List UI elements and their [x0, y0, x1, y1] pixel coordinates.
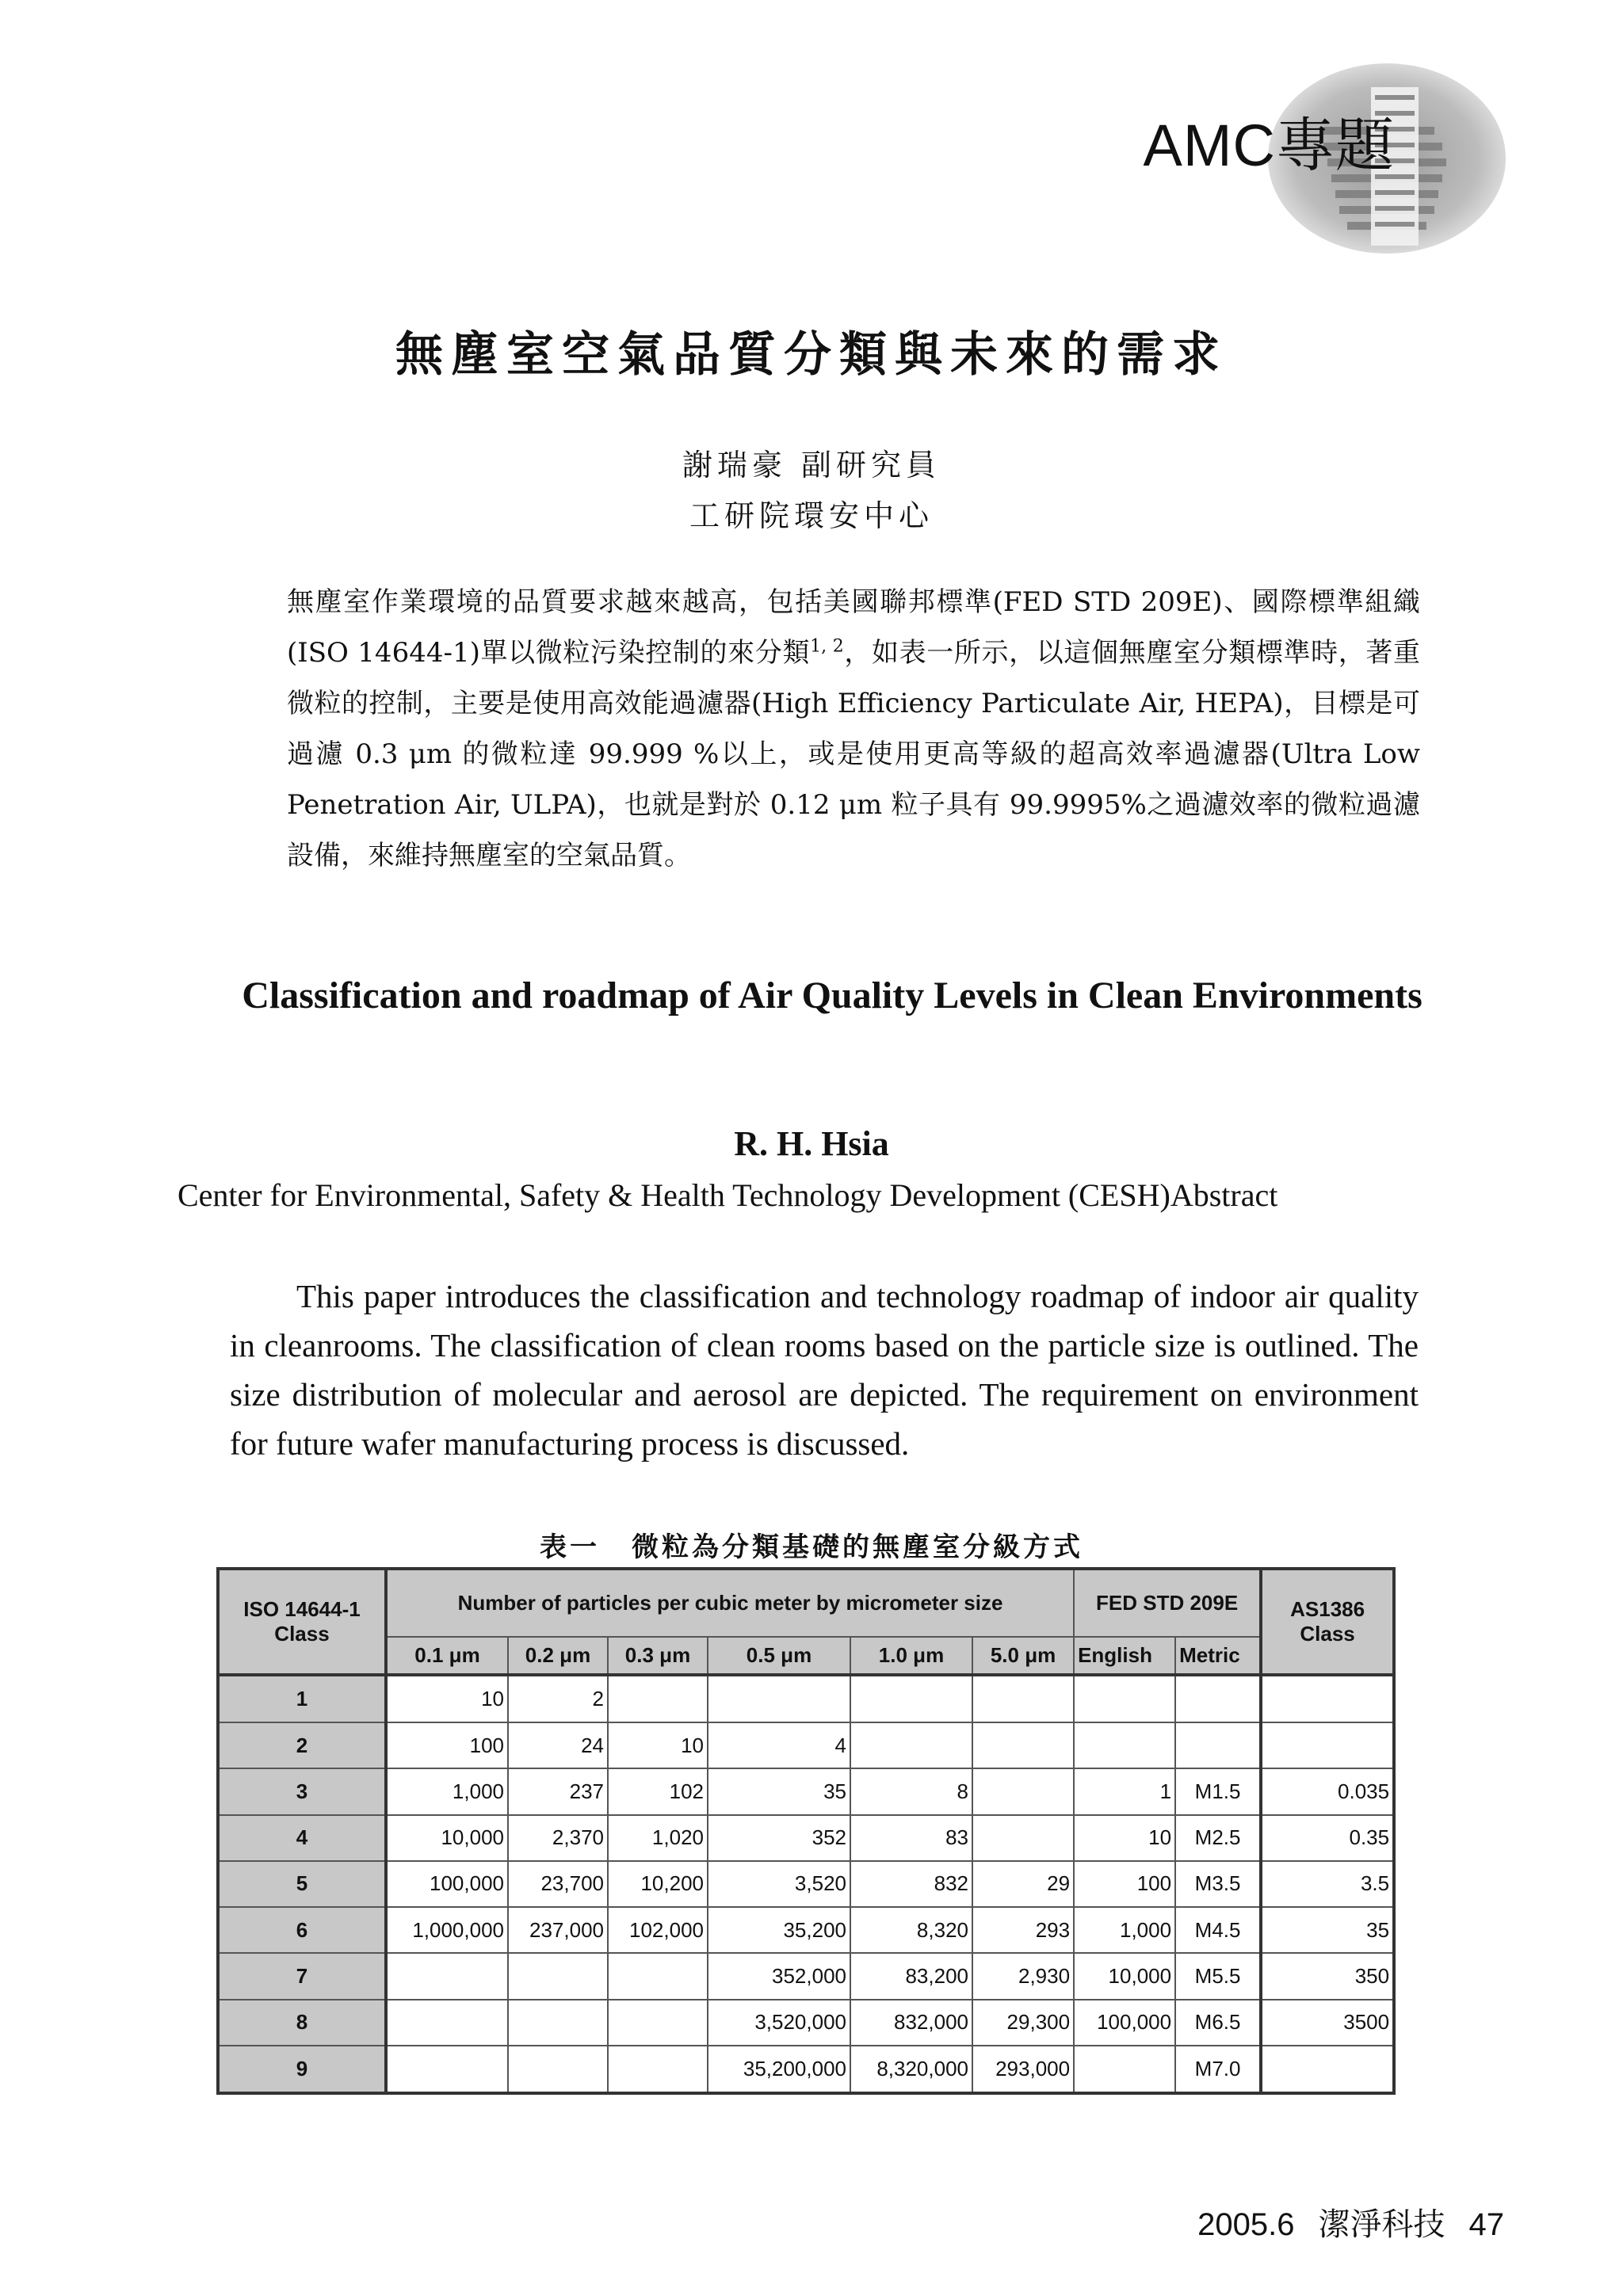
- table-row: [218, 1768, 1394, 1814]
- table-cell-p03: [608, 2046, 708, 2093]
- table-cell-as: [1261, 2046, 1394, 2093]
- table-cell-p05: 35: [708, 1768, 850, 1814]
- table-cell-cls: 4: [218, 1815, 386, 1861]
- table-cell-met: M5.5: [1175, 1953, 1261, 1999]
- table-cell-cls: 5: [218, 1861, 386, 1907]
- header-size-01: 0.1 μm: [386, 1637, 508, 1675]
- table-caption-text: 微粒為分類基礎的無塵室分級方式: [632, 1531, 1083, 1563]
- table-cell-p03: 10,200: [608, 1861, 708, 1907]
- author-en: R. H. Hsia: [734, 1124, 889, 1163]
- table-cell-p01: 10: [386, 1675, 508, 1722]
- table-cell-p50: [972, 1675, 1074, 1722]
- header-fed-std: FED STD 209E: [1074, 1569, 1261, 1637]
- table-cell-p01: 100,000: [386, 1861, 508, 1907]
- table-cell-cls: 7: [218, 1953, 386, 1999]
- table-cell-eng: 100,000: [1074, 2000, 1175, 2046]
- table-cell-p01: 10,000: [386, 1815, 508, 1861]
- table-cell-p03: 102,000: [608, 1907, 708, 1953]
- table-cell-eng: [1074, 2046, 1175, 2093]
- table-cell-p50: [972, 1815, 1074, 1861]
- table-cell-p05: 35,200,000: [708, 2046, 850, 2093]
- table-cell-as: [1261, 1675, 1394, 1722]
- table-row: [218, 1722, 1394, 1768]
- table-cell-met: [1175, 1675, 1261, 1722]
- table-cell-cls: 8: [218, 2000, 386, 2046]
- table-cell-p05: [708, 1675, 850, 1722]
- table-cell-cls: 6: [218, 1907, 386, 1953]
- table-caption: [0, 1525, 1623, 1564]
- table-cell-p50: 293: [972, 1907, 1074, 1953]
- abstract-en: This paper introduces the classification and technology roadmap of indoor air quality in cleanrooms. The classification of clean rooms based on the particle size is outlined. The size distribution of molecular and aerosol are depicted. The requirement on environment for future wafer manufacturing process is discussed.: [230, 1278, 1419, 1462]
- table-cell-as: 0.35: [1261, 1815, 1394, 1861]
- table-cell-p01: 1,000: [386, 1768, 508, 1814]
- header-iso-class: ISO 14644-1 Class: [218, 1569, 386, 1675]
- table-row: [218, 1953, 1394, 1999]
- table-cell-eng: [1074, 1675, 1175, 1722]
- table-cell-p03: [608, 1675, 708, 1722]
- table-cell-p02: 23,700: [508, 1861, 608, 1907]
- table-cell-met: M7.0: [1175, 2046, 1261, 2093]
- table-cell-p02: 237: [508, 1768, 608, 1814]
- table-cell-p50: 2,930: [972, 1953, 1074, 1999]
- table-cell-p02: 2,370: [508, 1815, 608, 1861]
- abstract-zh-part2: ，如表一所示，以這個無塵室分類標準時，著重微粒的控制，主要是使用高效能過濾器(High Efficiency Particulate Air, HEPA)，目標是可過濾 0.3 μm 的微粒達 99.999 %以上，或是使用更高等級的超高效率過濾器(Ultra Low Penetration Air, ULPA)，也就是對於 0.12 μm 粒子具有 99.9995%之過濾效率的微粒過濾設備，來維持無塵室的空氣品質。: [287, 637, 1420, 871]
- table-cell-as: 0.035: [1261, 1768, 1394, 1814]
- table-cell-cls: 9: [218, 2046, 386, 2093]
- table-row: [218, 1907, 1394, 1953]
- table-cell-as: 3500: [1261, 2000, 1394, 2046]
- table-cell-as: 350: [1261, 1953, 1394, 1999]
- header-size-50: 5.0 μm: [972, 1637, 1074, 1675]
- table-cell-p10: 8: [850, 1768, 972, 1814]
- header-as1386-class: AS1386 Class: [1261, 1569, 1394, 1675]
- table-cell-p05: 35,200: [708, 1907, 850, 1953]
- header-size-10: 1.0 μm: [850, 1637, 972, 1675]
- table-cell-p02: 24: [508, 1722, 608, 1768]
- article-title-en: Classification and roadmap of Air Quality Levels in Clean Environments: [242, 974, 1423, 1016]
- table-cell-eng: 10,000: [1074, 1953, 1175, 1999]
- table-row: [218, 2046, 1394, 2093]
- table-cell-as: 3.5: [1261, 1861, 1394, 1907]
- table-cell-p10: 832,000: [850, 2000, 972, 2046]
- table-cell-p02: 2: [508, 1675, 608, 1722]
- table-row: [218, 2000, 1394, 2046]
- table-row: [218, 1675, 1394, 1722]
- table-caption-number: 表一: [540, 1531, 600, 1563]
- table-cell-p02: [508, 2046, 608, 2093]
- table-cell-eng: 10: [1074, 1815, 1175, 1861]
- table-cell-p03: [608, 2000, 708, 2046]
- table-cell-p03: [608, 1953, 708, 1999]
- affiliation-en: Center for Environmental, Safety & Health Technology Development (CESH)Abstract: [178, 1177, 1278, 1213]
- table-cell-p03: 1,020: [608, 1815, 708, 1861]
- table-cell-p02: [508, 2000, 608, 2046]
- table-cell-p05: 3,520,000: [708, 2000, 850, 2046]
- cleanroom-class-table: [216, 1567, 1396, 2095]
- table-cell-p01: 1,000,000: [386, 1907, 508, 1953]
- table-cell-met: M1.5: [1175, 1768, 1261, 1814]
- table-cell-cls: 2: [218, 1722, 386, 1768]
- table-cell-eng: 1,000: [1074, 1907, 1175, 1953]
- table-cell-p50: 293,000: [972, 2046, 1074, 2093]
- table-cell-met: M3.5: [1175, 1861, 1261, 1907]
- abstract-zh: [287, 577, 1420, 881]
- header-size-03: 0.3 μm: [608, 1637, 708, 1675]
- table-cell-p05: 4: [708, 1722, 850, 1768]
- header-fed-english: English: [1074, 1637, 1175, 1675]
- table-cell-as: 35: [1261, 1907, 1394, 1953]
- table-cell-p03: 102: [608, 1768, 708, 1814]
- footer-journal: 潔淨科技: [1318, 2207, 1445, 2242]
- table-cell-p50: [972, 1768, 1074, 1814]
- page-footer: [1174, 2199, 1504, 2245]
- table-cell-p10: 8,320,000: [850, 2046, 972, 2093]
- table-cell-eng: 1: [1074, 1768, 1175, 1814]
- table-cell-p10: [850, 1675, 972, 1722]
- table-row: [218, 1861, 1394, 1907]
- table-cell-met: M4.5: [1175, 1907, 1261, 1953]
- table-cell-p50: [972, 1722, 1074, 1768]
- article-title-zh: 無塵室空氣品質分類與未來的需求: [395, 327, 1228, 383]
- table-cell-p10: 83,200: [850, 1953, 972, 1999]
- table-cell-p05: 3,520: [708, 1861, 850, 1907]
- affiliation-zh: 工研院環安中心: [689, 498, 934, 533]
- citation-superscript: 1, 2: [810, 636, 844, 657]
- table-cell-p10: 8,320: [850, 1907, 972, 1953]
- table-cell-p10: 83: [850, 1815, 972, 1861]
- table-cell-p05: 352,000: [708, 1953, 850, 1999]
- header-particle-count: Number of particles per cubic meter by micrometer size: [386, 1569, 1074, 1637]
- table-cell-p05: 352: [708, 1815, 850, 1861]
- table-row: [218, 1815, 1394, 1861]
- table-cell-p50: 29,300: [972, 2000, 1074, 2046]
- table-cell-cls: 3: [218, 1768, 386, 1814]
- table-cell-p03: 10: [608, 1722, 708, 1768]
- footer-date: 2005.6: [1197, 2207, 1295, 2242]
- table-cell-eng: 100: [1074, 1861, 1175, 1907]
- table-cell-p01: 100: [386, 1722, 508, 1768]
- section-label: AMC專題: [1143, 113, 1395, 178]
- header-size-05: 0.5 μm: [708, 1637, 850, 1675]
- table-cell-p10: [850, 1722, 972, 1768]
- table-body: [218, 1675, 1394, 2093]
- header-fed-metric: Metric: [1175, 1637, 1261, 1675]
- table-cell-met: M6.5: [1175, 2000, 1261, 2046]
- author-zh: 謝瑞豪 副研究員: [682, 448, 941, 482]
- table-cell-cls: 1: [218, 1675, 386, 1722]
- table-cell-p02: 237,000: [508, 1907, 608, 1953]
- table-cell-p01: [386, 1953, 508, 1999]
- page-number: 47: [1468, 2207, 1504, 2242]
- table-cell-as: [1261, 1722, 1394, 1768]
- table-cell-p01: [386, 2000, 508, 2046]
- table-cell-met: M2.5: [1175, 1815, 1261, 1861]
- table-cell-met: [1175, 1722, 1261, 1768]
- header-size-02: 0.2 μm: [508, 1637, 608, 1675]
- table-cell-p02: [508, 1953, 608, 1999]
- section-badge: [1143, 55, 1506, 261]
- abstract-zh-part1: 無塵室作業環境的品質要求越來越高，包括美國聯邦標準(FED STD 209E)、國際標準組織(ISO 14644-1)單以微粒污染控制的來分類: [287, 586, 1420, 669]
- table-cell-p10: 832: [850, 1861, 972, 1907]
- table-cell-eng: [1074, 1722, 1175, 1768]
- table-cell-p01: [386, 2046, 508, 2093]
- table-cell-p50: 29: [972, 1861, 1074, 1907]
